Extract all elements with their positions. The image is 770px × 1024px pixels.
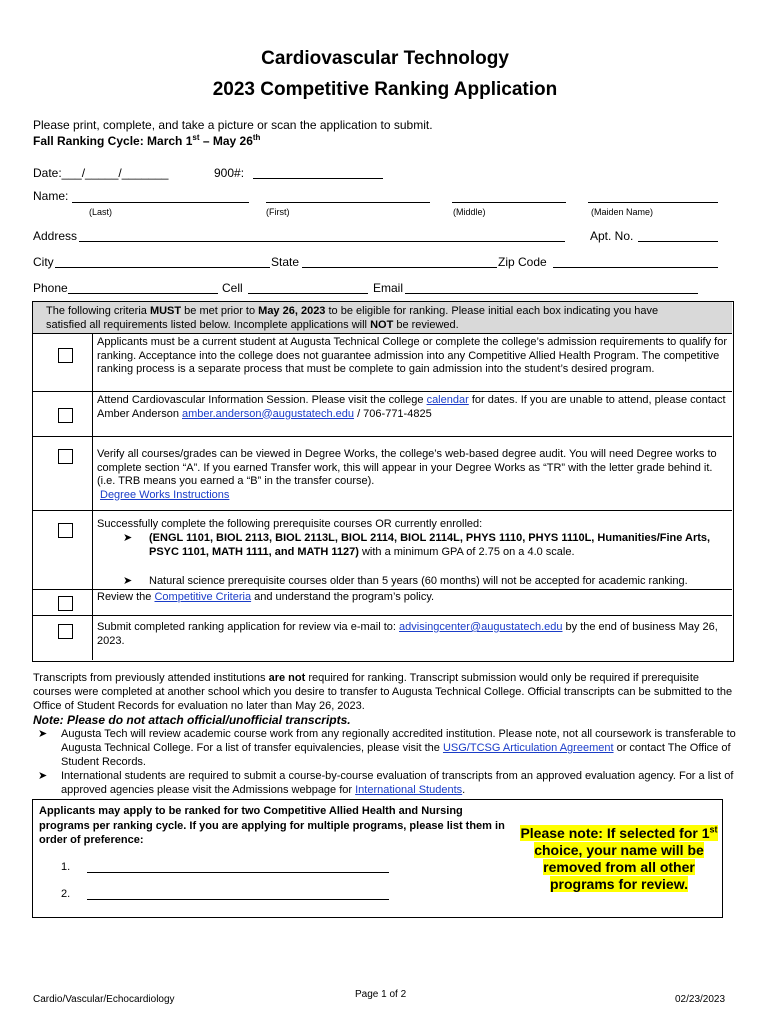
maiden-name-caption: (Maiden Name)	[591, 207, 654, 217]
column-divider	[92, 333, 93, 660]
checkbox-item5[interactable]	[58, 596, 73, 611]
row-divider	[33, 436, 732, 437]
row-divider	[33, 391, 732, 392]
apt-field[interactable]	[638, 241, 718, 242]
address-label: Address	[33, 229, 78, 243]
preference-item2-field[interactable]	[87, 899, 389, 900]
prereq-bullet2: ➤ Natural science prerequisite courses older than 5 years (60 months) will not be accepted for academic ranking.	[123, 575, 688, 587]
last-name-field[interactable]	[72, 202, 249, 203]
preference-text: Applicants may apply to be ranked for two Competitive Allied Health and Nursing programs per ranking cycle. If you are applying for multiple programs, please list them in order of preference:	[39, 805, 505, 846]
criteria-item1: Applicants must be a current student at Augusta Technical College or complete the college’s admission requirements to qualify for ranking. Acceptance into the college does not guarantee admission into any Competitive Allied Health Program. The competitive ranking process is a separate process that must be complete to gain admission into the student’s desired program.	[97, 336, 727, 375]
checkbox-item4[interactable]	[58, 523, 73, 538]
phone-field[interactable]	[68, 293, 218, 294]
preference-item2-label: 2.	[61, 888, 71, 900]
date-field[interactable]: Date:___/_____/_______	[33, 166, 169, 180]
state-label: State	[271, 255, 300, 269]
criteria-item3: Verify all courses/grades can be viewed in Degree Works, the college’s web-based degree audit. You will need Degree works to complete section “A”. If you earned Transfer work, this will appear in your Degree Works as “TR” with the letter grade behind it. (i.e. TRB means you earned a “B” in the transfer course). Degree Works Instructions	[97, 448, 717, 501]
transcripts-note: Note: Please do not attach official/unofficial transcripts.	[33, 713, 351, 727]
calendar-link[interactable]: calendar	[426, 394, 469, 406]
prereq-bullet1: ➤ (ENGL 1101, BIOL 2113, BIOL 2113L, BIOL 2114, BIOL 2114L, PHYS 1110, PHYS 1110L, Humanities/Fine Arts, PSYC 1101, MATH 1111, and MATH 1127) with a minimum GPA of 2.75 on a 4.0 scale.	[123, 532, 711, 558]
criteria-intro: The following criteria MUST be met prior to May 26, 2023 to be eligible for ranking. Please initial each box indicating you have satisfied all requirements listed below. Incomplete applications will NOT be reviewed.	[46, 305, 659, 331]
ranking-cycle: Fall Ranking Cycle: March 1st – May 26th	[33, 133, 261, 148]
arrow-bullet-icon: ➤	[123, 575, 133, 587]
page-number: Page 1 of 2	[355, 989, 407, 1000]
address-field[interactable]	[79, 241, 565, 242]
zip-field[interactable]	[553, 267, 718, 268]
row-divider	[33, 615, 732, 616]
arrow-bullet-icon: ➤	[123, 532, 133, 544]
document-title-line1: Cardiovascular Technology	[261, 48, 509, 69]
email-label: Email	[373, 281, 404, 295]
criteria-item2: Attend Cardiovascular Information Session. Please visit the college calendar for dates. If you are unable to attend, please contact Amber Anderson amber.anderson@augustatech.edu / 706-771-4825	[97, 394, 726, 420]
footer-date: 02/23/2023	[675, 994, 726, 1005]
last-name-caption: (Last)	[89, 207, 113, 217]
id-label: 900#:	[214, 166, 245, 180]
checkbox-item2[interactable]	[58, 408, 73, 423]
city-label: City	[33, 255, 54, 269]
middle-name-caption: (Middle)	[453, 207, 486, 217]
state-field[interactable]	[302, 267, 497, 268]
zip-label: Zip Code	[498, 255, 547, 269]
cell-field[interactable]	[248, 293, 368, 294]
cell-label: Cell	[222, 281, 243, 295]
arrow-bullet-icon: ➤	[38, 770, 48, 782]
amber-email-link[interactable]: amber.anderson@augustatech.edu	[182, 407, 355, 420]
footer-left: Cardio/Vascular/Echocardiology	[33, 994, 175, 1005]
city-field[interactable]	[55, 267, 270, 268]
checkbox-item1[interactable]	[58, 348, 73, 363]
instructions-text: Please print, complete, and take a picture or scan the application to submit.	[33, 118, 433, 132]
criteria-item4: Successfully complete the following prerequisite courses OR currently enrolled:	[97, 518, 483, 530]
transcripts-bullet2: ➤ International students are required to submit a course-by-course evaluation of transcripts from an approved evaluation agency. For a list of approved agencies please visit the Admissions webpage for International Students.	[38, 770, 734, 796]
id-field[interactable]	[253, 178, 383, 179]
competitive-criteria-link[interactable]: Competitive Criteria	[154, 591, 252, 603]
name-label: Name:	[33, 189, 69, 203]
first-name-caption: (First)	[266, 207, 290, 217]
document-title-line2: 2023 Competitive Ranking Application	[212, 79, 558, 100]
checkbox-item6[interactable]	[58, 624, 73, 639]
email-field[interactable]	[405, 293, 698, 294]
transcripts-paragraph: Transcripts from previously attended institutions are not required for ranking. Transcript submission would only be required if prerequisite courses were completed at another school which you desire to transfer to Augusta Technical College. Official transcripts can be submitted to the Office of Student Records for evaluation no later than May 26, 2023.	[33, 672, 733, 712]
phone-label: Phone	[33, 281, 68, 295]
middle-name-field[interactable]	[452, 202, 566, 203]
arrow-bullet-icon: ➤	[38, 728, 48, 740]
maiden-name-field[interactable]	[588, 202, 718, 203]
first-name-field[interactable]	[266, 202, 430, 203]
row-divider	[33, 589, 732, 590]
checkbox-item3[interactable]	[58, 449, 73, 464]
apt-label: Apt. No.	[590, 229, 634, 243]
preference-item1-field[interactable]	[87, 872, 389, 873]
international-students-link[interactable]: International Students	[355, 784, 463, 796]
row-divider	[33, 510, 732, 511]
transcripts-bullet1: ➤ Augusta Tech will review academic course work from any regionally accredited institution. Please note, not all coursework is transferable to Augusta Technical College. For a list of transfer equivalencies, please visit the USG/TCSG Articulation Agreement or contact The Office of Student Records.	[38, 728, 736, 768]
advising-email-link[interactable]: advisingcenter@augustatech.edu	[399, 621, 563, 633]
criteria-item5: Review the Competitive Criteria and understand the program’s policy.	[97, 591, 435, 603]
articulation-agreement-link[interactable]: USG/TCSG Articulation Agreement	[442, 742, 614, 754]
degree-works-link[interactable]: Degree Works Instructions	[100, 488, 230, 501]
criteria-item6: Submit completed ranking application for review via e-mail to: advisingcenter@augustatech.edu by the end of business May 26, 2023.	[97, 621, 718, 647]
selection-note: Please note: If selected for 1st choice, your name will be removed from all other programs for review.	[520, 824, 718, 892]
preference-item1-label: 1.	[61, 861, 71, 873]
